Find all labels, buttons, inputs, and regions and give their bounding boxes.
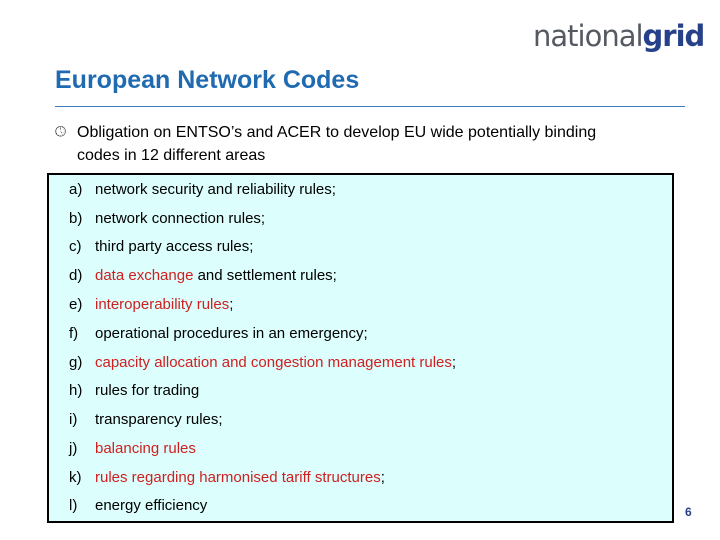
intro-line-2: codes in 12 different areas xyxy=(77,147,266,164)
list-item xyxy=(69,210,265,227)
item-label: g) xyxy=(69,354,83,371)
item-label: j) xyxy=(69,440,78,457)
page-number: 6 xyxy=(685,505,692,519)
item-text: and settlement rules; xyxy=(193,267,337,284)
item-text: network security and reliability rules; xyxy=(95,181,336,198)
item-text: energy efficiency xyxy=(95,497,208,514)
list-item xyxy=(69,296,233,313)
item-highlight: data exchange xyxy=(95,267,194,284)
intro-bullet xyxy=(55,121,675,167)
list-item xyxy=(69,354,456,371)
item-label: a) xyxy=(69,181,83,198)
item-label: b) xyxy=(69,210,83,227)
item-suffix: ; xyxy=(229,296,234,313)
list-item xyxy=(69,497,207,514)
logo-part-national: national xyxy=(533,19,643,53)
title-divider xyxy=(55,106,685,107)
item-label: d) xyxy=(69,267,83,284)
list-item xyxy=(69,267,337,284)
list-item xyxy=(69,325,368,342)
item-suffix: ; xyxy=(451,354,457,371)
list-item xyxy=(69,181,336,198)
intro-line-1: Obligation on ENTSO’s and ACER to develop EU wide potentially binding xyxy=(77,124,597,141)
item-highlight: balancing rules xyxy=(95,440,196,457)
item-text: operational procedures in an emergency; xyxy=(95,325,368,342)
item-text: rules for trading xyxy=(95,382,200,399)
item-label: i) xyxy=(69,411,78,428)
list-item xyxy=(69,440,196,457)
item-label: h) xyxy=(69,382,83,399)
item-label: k) xyxy=(69,469,82,486)
clock-bullet-icon: 🕔︎ xyxy=(55,124,67,140)
list-item xyxy=(69,238,253,255)
list-item xyxy=(69,411,223,428)
item-suffix: ; xyxy=(380,469,385,486)
item-text: transparency rules; xyxy=(95,411,223,428)
item-label: c) xyxy=(69,238,82,255)
logo-part-grid: grid xyxy=(642,19,705,53)
page-title: European Network Codes xyxy=(55,66,360,94)
list-item xyxy=(69,382,199,399)
item-label: l) xyxy=(69,497,78,514)
list-item xyxy=(69,469,385,486)
item-label: f) xyxy=(69,325,79,342)
item-text: network connection rules; xyxy=(95,210,266,227)
network-code-areas-box xyxy=(47,173,674,523)
item-label: e) xyxy=(69,296,83,313)
item-highlight: capacity allocation and congestion management rules xyxy=(95,354,452,371)
item-highlight: interoperability rules xyxy=(95,296,230,313)
national-grid-logo xyxy=(533,19,705,53)
item-highlight: rules regarding harmonised tariff structures xyxy=(95,469,381,486)
item-text: third party access rules; xyxy=(95,238,254,255)
